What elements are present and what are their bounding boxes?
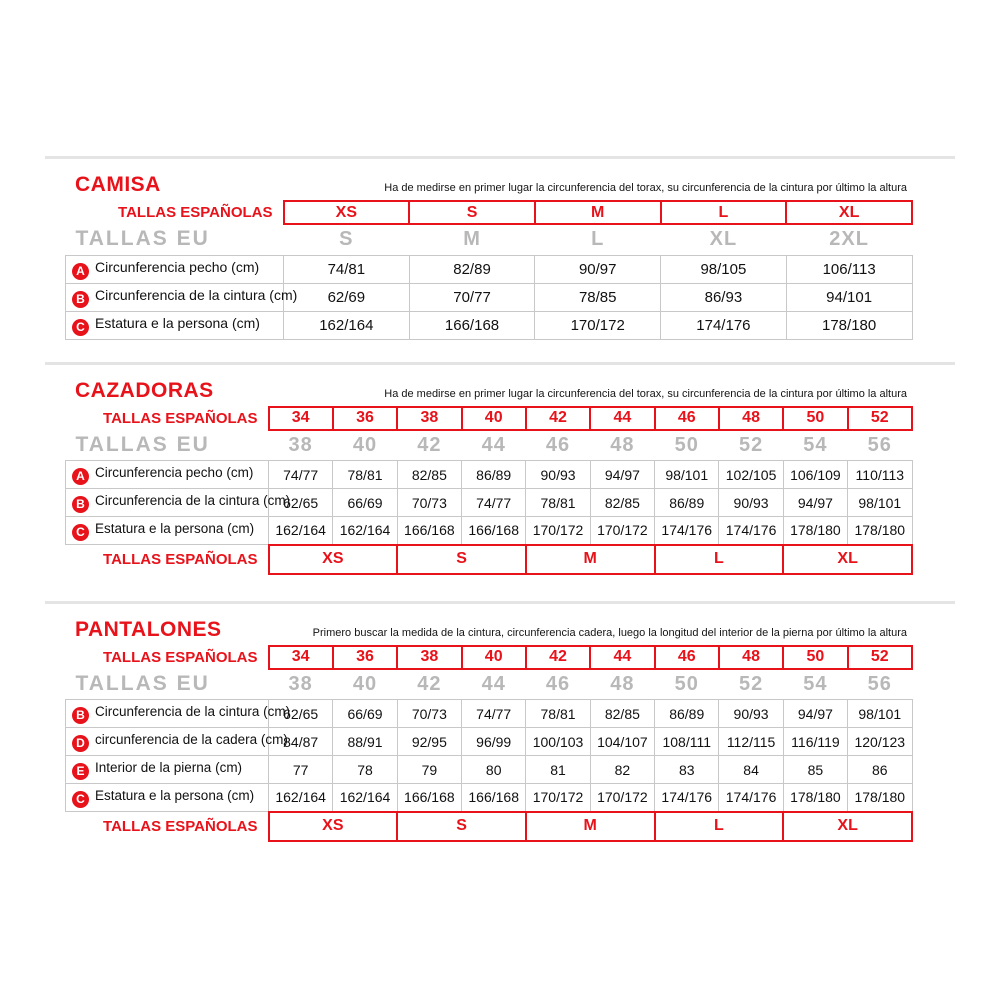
measurement-value: 78/81 (526, 700, 590, 728)
measurement-label-text: Circunferencia de la cintura (cm) (95, 492, 291, 508)
measurement-value: 62/69 (284, 283, 410, 311)
measurement-row (66, 700, 913, 728)
spanish-size-cell: 42 (526, 407, 590, 430)
measurement-value: 178/180 (783, 784, 847, 812)
measurement-value: 106/109 (783, 461, 847, 489)
measure-letter-badge: C (72, 524, 89, 541)
eu-size-cell: S (339, 228, 354, 251)
measurement-value: 86/89 (655, 489, 719, 517)
spanish-size-cell: 38 (397, 646, 461, 669)
measurement-value: 78/85 (535, 283, 661, 311)
spanish-size-cell: 38 (397, 407, 461, 430)
measurement-value: 84/87 (269, 728, 333, 756)
measurement-row (66, 311, 913, 339)
measurement-value: 90/97 (535, 255, 661, 283)
measurement-value: 86 (848, 756, 912, 784)
eu-size-cell: 46 (545, 433, 571, 456)
size-table (65, 200, 913, 340)
camisa-size-chart-section (65, 159, 913, 340)
measurement-value: 174/176 (661, 311, 787, 339)
measurement-label-text: Estatura e la persona (cm) (95, 520, 255, 536)
measurement-value: 90/93 (526, 461, 590, 489)
measurement-value: 85 (783, 756, 847, 784)
measuring-instructions: Primero buscar la medida de la cintura, circunferencia cadera, luego la longitud del interior de la pierna por último la altura (312, 626, 907, 639)
measurement-value: 92/95 (397, 728, 461, 756)
measurement-value: 170/172 (526, 784, 590, 812)
measurement-value: 178/180 (848, 784, 912, 812)
eu-size-cell: 2XL (829, 228, 869, 251)
measurement-value: 178/180 (783, 517, 847, 545)
measurement-value: 106/113 (786, 255, 912, 283)
eu-size-cell: 38 (288, 672, 313, 695)
eu-sizes-row (66, 430, 913, 461)
spanish-size-cell: 44 (590, 646, 654, 669)
eu-size-cell: L (591, 228, 605, 251)
measurement-value: 170/172 (526, 517, 590, 545)
measurement-value: 70/73 (397, 489, 461, 517)
eu-size-cell: 56 (867, 672, 892, 695)
measurement-row (66, 756, 913, 784)
measurement-value: 170/172 (590, 784, 654, 812)
spanish-size-cell: 36 (333, 646, 397, 669)
spanish-size-cell: XL (786, 201, 912, 224)
measurement-value: 90/93 (719, 489, 783, 517)
spanish-size-cell: 34 (269, 407, 333, 430)
measurement-value: 82/85 (590, 489, 654, 517)
measurement-value: 104/107 (590, 728, 654, 756)
measurement-value: 166/168 (397, 517, 461, 545)
measurement-value: 174/176 (655, 784, 719, 812)
eu-sizes-row (66, 669, 913, 700)
measurement-label (66, 283, 298, 311)
measurement-label (66, 756, 269, 784)
measurement-value: 98/101 (655, 461, 719, 489)
spanish-size-cell: 46 (655, 407, 719, 430)
spanish-sizes-row (66, 201, 913, 224)
eu-sizes-row (66, 224, 913, 255)
measurement-value: 78/81 (333, 461, 397, 489)
measurement-label (66, 461, 269, 489)
eu-size-cell: 50 (674, 672, 699, 695)
eu-size-cell: 48 (610, 672, 635, 695)
measurement-value: 88/91 (333, 728, 397, 756)
measurement-row (66, 461, 913, 489)
section-title: CAMISA (75, 173, 161, 196)
measurement-value: 94/97 (590, 461, 654, 489)
measurement-row (66, 283, 913, 311)
measurement-value: 66/69 (333, 700, 397, 728)
section-header (65, 618, 913, 645)
spanish-size-cell: 34 (269, 646, 333, 669)
eu-size-cell: 54 (803, 672, 828, 695)
spanish-sizes-label: TALLAS ESPAÑOLAS (103, 817, 258, 835)
spanish-size-cell: 48 (719, 646, 783, 669)
spanish-letter-sizes-row (66, 812, 913, 841)
measure-letter-badge: C (72, 319, 89, 336)
eu-size-cell: 46 (545, 672, 571, 695)
measurement-label-text: circunferencia de la cadera (cm) (95, 731, 288, 747)
spanish-size-cell: L (661, 201, 787, 224)
measurement-value: 86/89 (462, 461, 526, 489)
measurement-value: 108/111 (655, 728, 719, 756)
measurement-value: 112/115 (719, 728, 783, 756)
spanish-sizes-label: TALLAS ESPAÑOLAS (118, 204, 273, 221)
measure-letter-badge: B (72, 496, 89, 513)
measurement-value: 162/164 (269, 784, 333, 812)
measuring-instructions: Ha de medirse en primer lugar la circunferencia del torax, su circunferencia de la cintura por último la altura (384, 182, 907, 194)
eu-size-cell: M (463, 228, 481, 251)
measurement-value: 162/164 (333, 517, 397, 545)
measurement-value: 62/65 (269, 489, 333, 517)
measurement-row (66, 255, 913, 283)
measure-letter-badge: E (72, 763, 89, 780)
measure-letter-badge: B (72, 291, 89, 308)
measurement-value: 74/77 (269, 461, 333, 489)
spanish-size-cell: 40 (462, 407, 526, 430)
measurement-value: 82/85 (397, 461, 461, 489)
spanish-size-group-cell: XS (269, 812, 398, 841)
eu-sizes-label: TALLAS EU (75, 227, 210, 251)
measurement-label-text: Circunferencia pecho (cm) (95, 258, 260, 275)
measurement-value: 166/168 (397, 784, 461, 812)
measurement-label (66, 311, 284, 339)
spanish-size-group-cell: XL (783, 545, 912, 574)
measurement-value: 162/164 (333, 784, 397, 812)
measurement-value: 78 (333, 756, 397, 784)
measurement-value: 80 (462, 756, 526, 784)
measurement-value: 78/81 (526, 489, 590, 517)
spanish-size-cell: 42 (526, 646, 590, 669)
measurement-value: 174/176 (719, 517, 783, 545)
measure-letter-badge: B (72, 707, 89, 724)
measurement-value: 83 (655, 756, 719, 784)
eu-size-cell: 54 (803, 433, 828, 456)
measurement-value: 74/81 (284, 255, 410, 283)
measure-letter-badge: A (72, 263, 89, 280)
spanish-size-cell: 50 (783, 646, 847, 669)
spanish-size-group-cell: S (397, 812, 526, 841)
spanish-size-cell: 50 (783, 407, 847, 430)
measurement-label (66, 728, 288, 756)
spanish-size-cell: XS (284, 201, 410, 224)
measurement-label (66, 700, 291, 728)
measurement-value: 170/172 (535, 311, 661, 339)
spanish-size-group-cell: M (526, 812, 655, 841)
measurement-value: 70/73 (397, 700, 461, 728)
measurement-label-text: Circunferencia pecho (cm) (95, 464, 254, 480)
measurement-value: 166/168 (462, 784, 526, 812)
eu-size-cell: 42 (417, 433, 442, 456)
spanish-sizes-row (66, 407, 913, 430)
measurement-value: 162/164 (284, 311, 410, 339)
measurement-value: 178/180 (848, 517, 912, 545)
section-title: PANTALONES (75, 617, 222, 641)
measurement-value: 174/176 (719, 784, 783, 812)
spanish-size-group-cell: L (655, 545, 784, 574)
measurement-value: 166/168 (409, 311, 535, 339)
cazadoras-size-chart-section (65, 365, 913, 575)
spanish-size-cell: 40 (462, 646, 526, 669)
measurement-value: 110/113 (848, 461, 912, 489)
spanish-sizes-row (66, 646, 913, 669)
measurement-row (66, 728, 913, 756)
spanish-size-cell: 44 (590, 407, 654, 430)
eu-size-cell: 56 (867, 433, 892, 456)
measurement-label (66, 489, 291, 517)
measurement-value: 98/105 (661, 255, 787, 283)
eu-size-cell: 44 (481, 433, 506, 456)
measure-letter-badge: D (72, 735, 89, 752)
pantalones-size-chart-section (65, 604, 913, 842)
measurement-value: 94/97 (783, 700, 847, 728)
eu-size-cell: 40 (352, 433, 378, 456)
spanish-size-cell: 36 (333, 407, 397, 430)
measurement-value: 84 (719, 756, 783, 784)
measurement-value: 82 (590, 756, 654, 784)
section-header (65, 379, 913, 406)
spanish-size-group-cell: M (526, 545, 655, 574)
measurement-value: 170/172 (590, 517, 654, 545)
measurement-value: 100/103 (526, 728, 590, 756)
measurement-value: 90/93 (719, 700, 783, 728)
eu-sizes-label: TALLAS EU (75, 671, 210, 695)
measurement-value: 178/180 (786, 311, 912, 339)
spanish-size-cell: 48 (719, 407, 783, 430)
measurement-value: 98/101 (848, 489, 912, 517)
measurement-value: 96/99 (462, 728, 526, 756)
measurement-value: 162/164 (269, 517, 333, 545)
measurement-value: 82/89 (409, 255, 535, 283)
measurement-label-text: Circunferencia de la cintura (cm) (95, 286, 298, 303)
measurement-value: 62/65 (269, 700, 333, 728)
measurement-row (66, 784, 913, 812)
eu-size-cell: 44 (481, 672, 506, 695)
eu-size-cell: 42 (417, 672, 442, 695)
spanish-letter-sizes-row (66, 545, 913, 574)
section-title: CAZADORAS (75, 378, 214, 402)
measurement-label-text: Estatura e la persona (cm) (95, 787, 255, 803)
spanish-size-cell: M (535, 201, 661, 224)
spanish-size-cell: S (409, 201, 535, 224)
spanish-sizes-label: TALLAS ESPAÑOLAS (103, 550, 258, 568)
measurement-label (66, 517, 269, 545)
section-header (65, 173, 913, 200)
measurement-value: 116/119 (783, 728, 847, 756)
eu-size-cell: XL (709, 228, 738, 251)
measurement-label (66, 255, 284, 283)
measurement-value: 166/168 (462, 517, 526, 545)
spanish-sizes-label: TALLAS ESPAÑOLAS (103, 648, 258, 666)
measurement-value: 66/69 (333, 489, 397, 517)
measurement-value: 94/101 (786, 283, 912, 311)
measurement-label-text: Interior de la pierna (cm) (95, 759, 243, 775)
eu-size-cell: 48 (610, 433, 635, 456)
measure-letter-badge: A (72, 468, 89, 485)
size-table (65, 406, 913, 575)
spanish-size-group-cell: XS (269, 545, 398, 574)
measure-letter-badge: C (72, 791, 89, 808)
measurement-value: 77 (269, 756, 333, 784)
spanish-sizes-label: TALLAS ESPAÑOLAS (103, 409, 258, 427)
eu-size-cell: 40 (352, 672, 378, 695)
measurement-value: 74/77 (462, 700, 526, 728)
spanish-size-group-cell: L (655, 812, 784, 841)
spanish-size-group-cell: S (397, 545, 526, 574)
measurement-value: 79 (397, 756, 461, 784)
eu-size-cell: 38 (288, 433, 313, 456)
measurement-value: 174/176 (655, 517, 719, 545)
spanish-size-group-cell: XL (783, 812, 912, 841)
measuring-instructions: Ha de medirse en primer lugar la circunferencia del torax, su circunferencia de la cintura por último la altura (384, 387, 907, 400)
spanish-size-cell: 52 (848, 646, 912, 669)
measurement-value: 86/93 (661, 283, 787, 311)
measurement-label (66, 784, 269, 812)
measurement-value: 86/89 (655, 700, 719, 728)
measurement-value: 70/77 (409, 283, 535, 311)
eu-sizes-label: TALLAS EU (75, 432, 210, 456)
measurement-row (66, 489, 913, 517)
spanish-size-cell: 46 (655, 646, 719, 669)
measurement-value: 102/105 (719, 461, 783, 489)
measurement-value: 98/101 (848, 700, 912, 728)
measurement-label-text: Circunferencia de la cintura (cm) (95, 703, 291, 719)
measurement-row (66, 517, 913, 545)
measurement-value: 82/85 (590, 700, 654, 728)
measurement-value: 94/97 (783, 489, 847, 517)
eu-size-cell: 52 (738, 672, 764, 695)
spanish-size-cell: 52 (848, 407, 912, 430)
eu-size-cell: 50 (674, 433, 699, 456)
size-table (65, 645, 913, 842)
measurement-label-text: Estatura e la persona (cm) (95, 314, 260, 331)
measurement-value: 120/123 (848, 728, 912, 756)
measurement-value: 74/77 (462, 489, 526, 517)
measurement-value: 81 (526, 756, 590, 784)
eu-size-cell: 52 (738, 433, 764, 456)
